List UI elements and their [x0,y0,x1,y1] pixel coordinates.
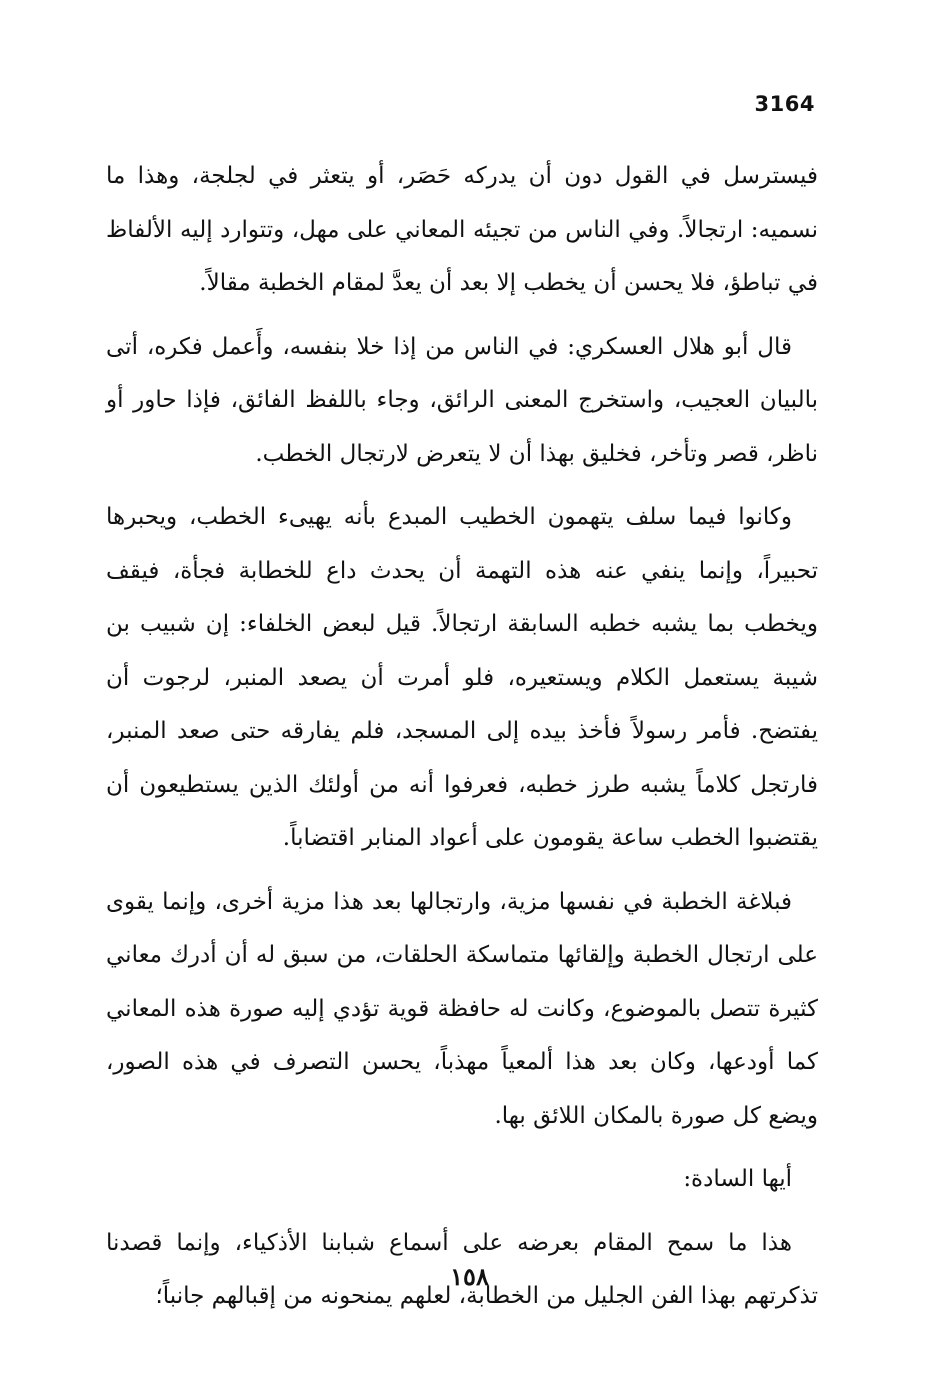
page-number-top: 3164 [754,92,815,116]
paragraph-1: فيسترسل في القول دون أن يدركه حَصَر، أو يتعثر في لجلجة، وهذا ما نسميه: ارتجالاً. وفي الناس من تجيئه المعاني على مهل، وتتوارد إليه الألفاظ في تباطؤ، فلا يحسن أن يخطب إلا بعد أن يعدَّ لمقام الخطبة مقالاً. [106,163,818,296]
body-text [106,150,818,1334]
address-heading: أيها السادة: [683,1166,792,1192]
paragraph-5: هذا ما سمح المقام بعرضه على أسماع شبابنا الأذكياء، وإنما قصدنا تذكرتهم بهذا الفن الجليل من الخطابة، لعلهم يمنحونه من إقبالهم جانباً؛ [106,1229,818,1309]
page-number-bottom: ١٥٨ [450,1262,489,1291]
paragraph-3: وكانوا فيما سلف يتهمون الخطيب المبدع بأنه يهيىء الخطب، ويحبرها تحبيراً، وإنما ينفي عنه هذه التهمة أن يحدث داع للخطابة فجأة، فيقف ويخطب بما يشبه خطبه السابقة ارتجالاً. قيل لبعض الخلفاء: إن شبيب بن شيبة يستعمل الكلام ويستعيره، فلو أمرت أن يصعد المنبر، لرجوت أن يفتضح. فأمر رسولاً فأخذ بيده إلى المسجد، فلم يفارقه حتى صعد المنبر، فارتجل كلاماً يشبه طرز خطبه، فعرفوا أنه من أولئك الذين يستطيعون أن يقتضبوا الخطب ساعة يقومون على أعواد المنابر اقتضاباً. [106,504,818,851]
paragraph-2: قال أبو هلال العسكري: في الناس من إذا خلا بنفسه، وأَعمل فكره، أتى بالبيان العجيب، واستخرج المعنى الرائق، وجاء باللفظ الفائق، فإذا حاور أو ناظر، قصر وتأخر، فخليق بهذا أن لا يتعرض لارتجال الخطب. [106,333,818,467]
paragraph-4: فبلاغة الخطبة في نفسها مزية، وارتجالها بعد هذا مزية أخرى، وإنما يقوى على ارتجال الخطبة وإلقائها متماسكة الحلقات، من سبق له أن أدرك معاني كثيرة تتصل بالموضوع، وكانت له حافظة قوية تؤدي إليه صورة هذه المعاني كما أودعها، وكان بعد هذا ألمعياً مهذباً، يحسن التصرف في هذه الصور، ويضع كل صورة بالمكان اللائق بها. [106,888,818,1129]
